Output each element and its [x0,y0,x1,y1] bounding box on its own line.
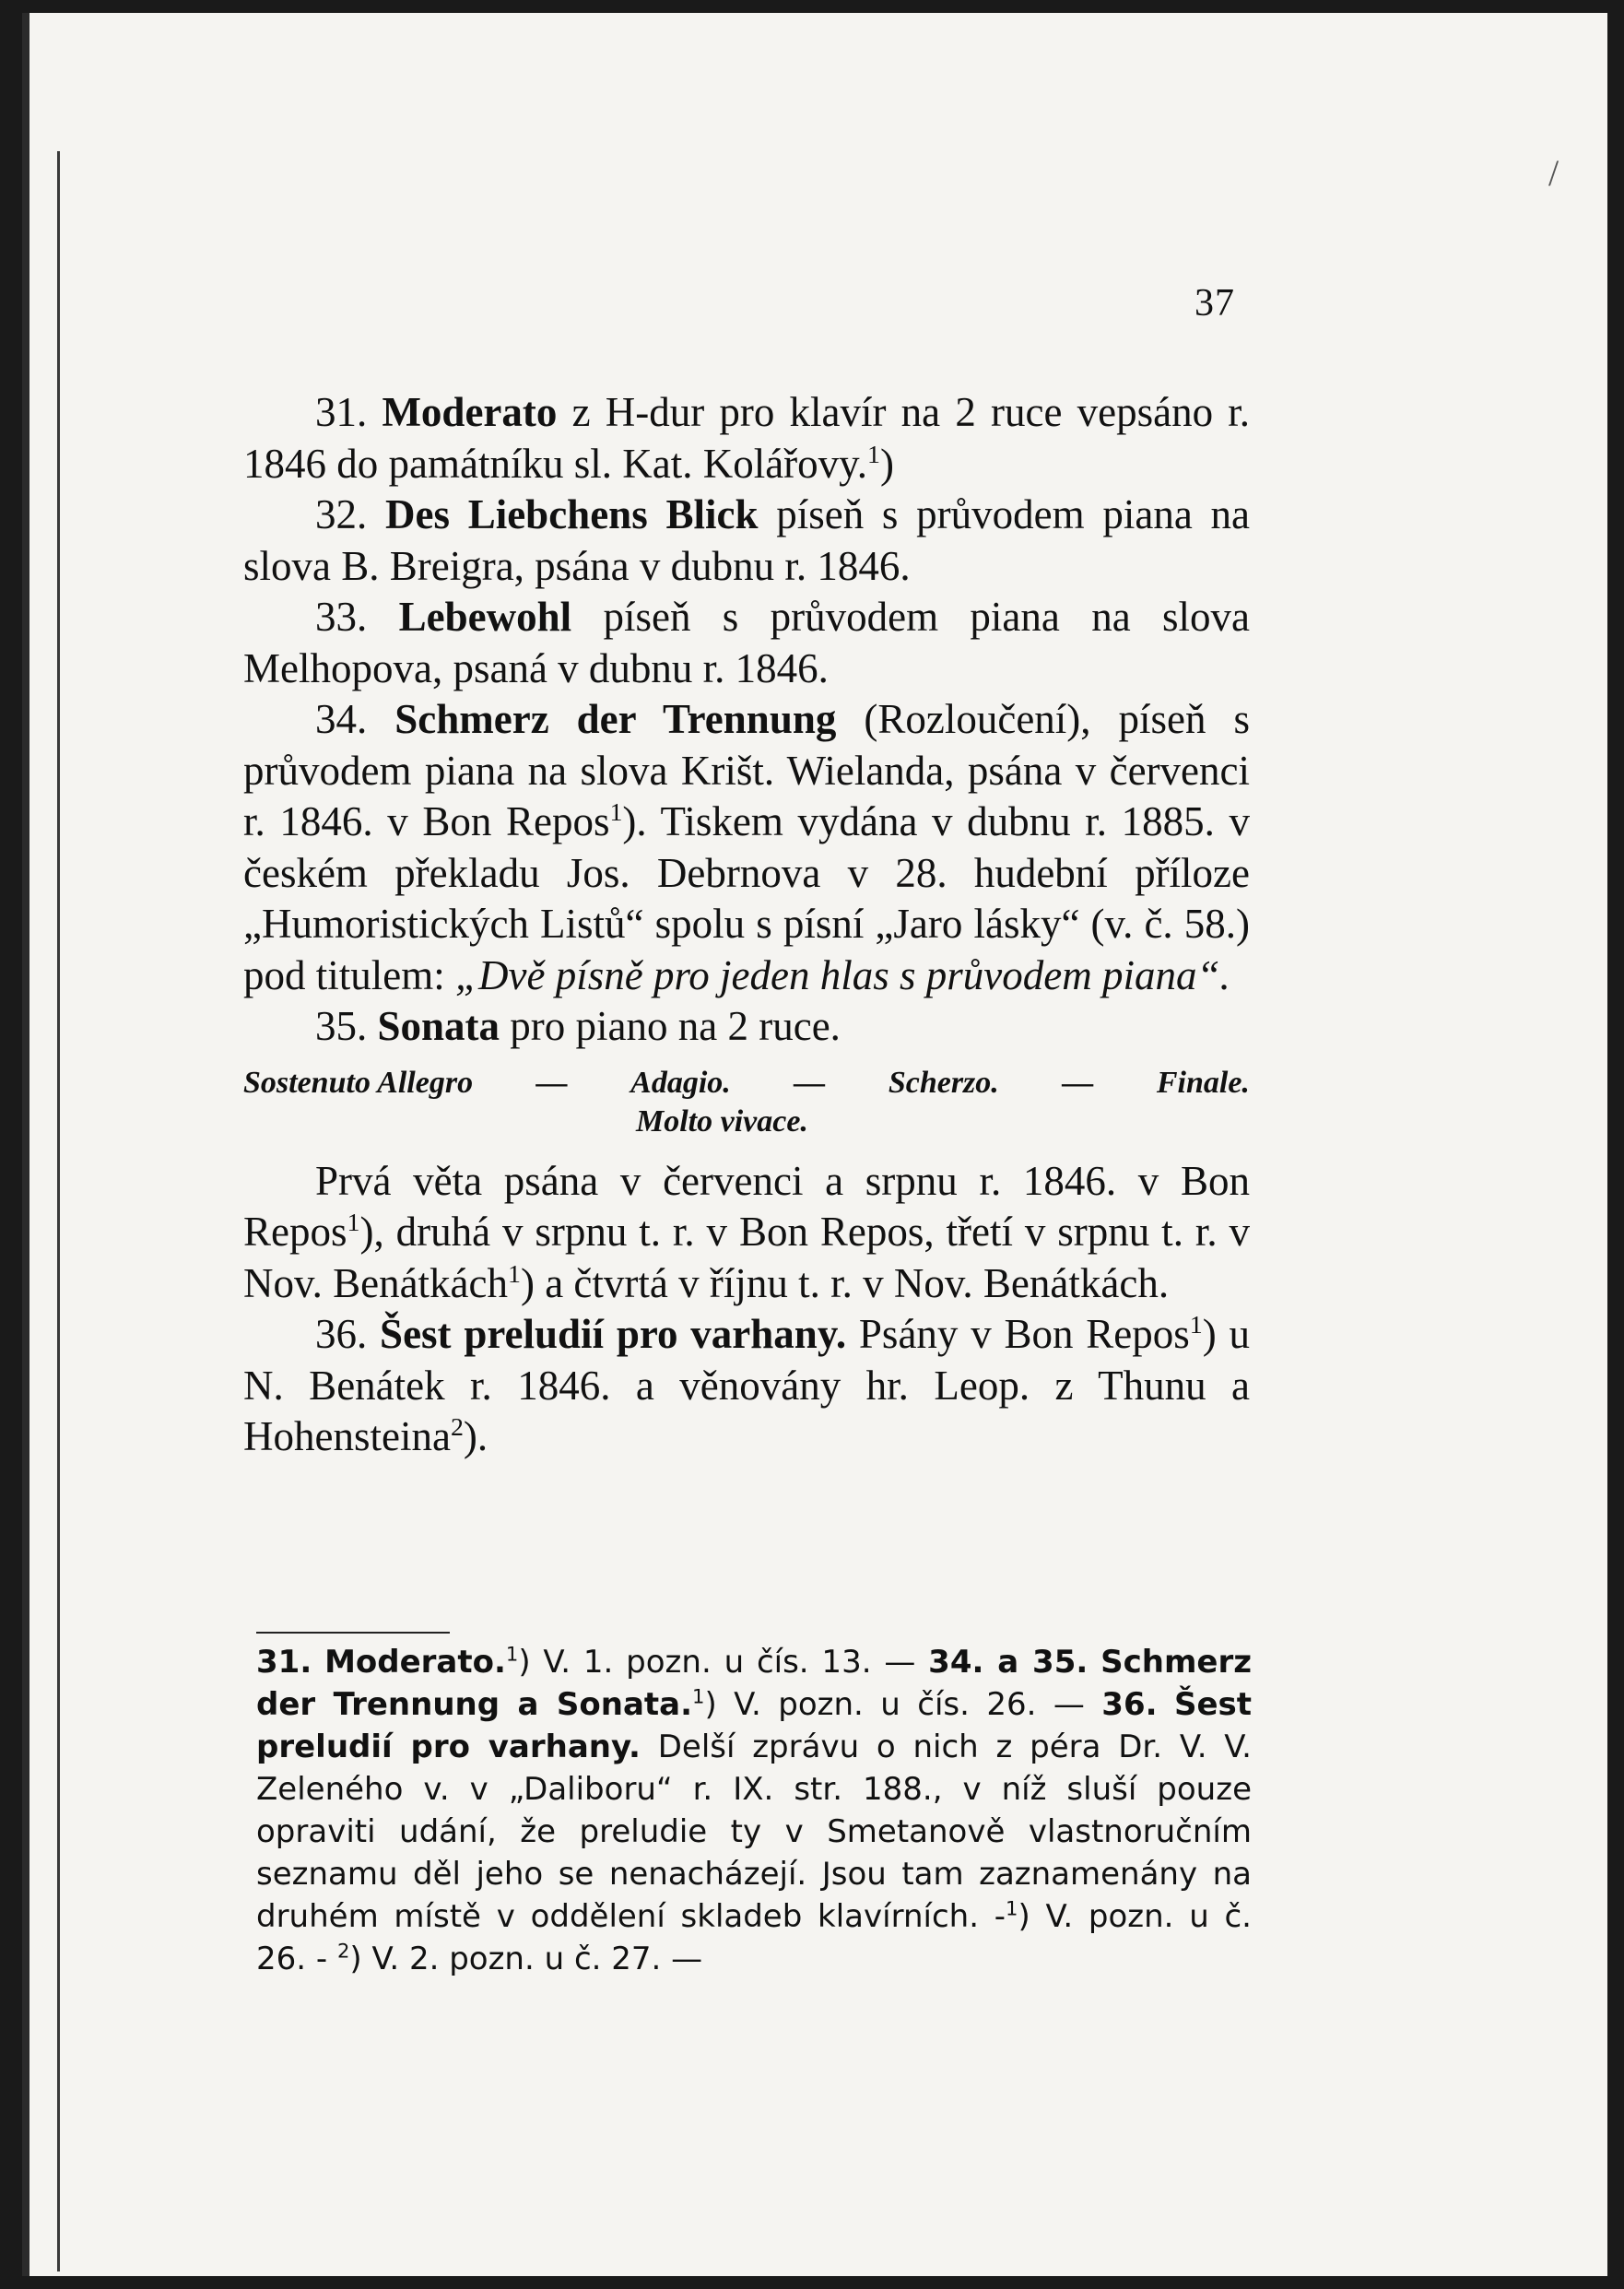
stray-pencil-mark: / [1548,152,1559,194]
footnote-ref: 1 [1189,1311,1203,1339]
entry-title: Šest preludií pro varhany. [380,1311,847,1357]
entry-number: 36. [315,1311,368,1357]
entry-number: 34. [315,696,368,742]
footnote-ref: 2 [450,1413,464,1442]
movement-3: Scherzo. [888,1065,999,1100]
dash: — [535,1065,568,1100]
entry-number: 32. [315,491,368,537]
entry-title: Moderato [382,389,558,435]
footnote-ref: 1 [866,440,880,469]
footnote-block: 31. Moderato.$^1$) V. 1. pozn. u čís. 13. — 34. a 35. Schmerz der Trennung a Sonata.$^1$) V. pozn. u čís. 26. — 36. Šest preludií pro varhany. Delší zprávu o nich z péra Dr. V. V. Zeleného v. v „Daliboru“ r. IX. str. 188., v níž sluší pouze opraviti udání, že preludie ty v Smetanově vlastnoručním seznamu děl jeho se nenacházejí. Jsou tam zaznamenány na druhém místě v oddělení skladeb klavírních. -$^1$) V. pozn. u č. 26. - $^2$) V. 2. pozn. u č. 27. — [256,1642,1252,1977]
entry-33 [243,592,1250,694]
footnote-ref: 1 [609,798,623,827]
main-text [243,387,1250,1463]
movements-row [243,1064,1250,1103]
entry-title: Des Liebchens Blick [384,491,759,537]
entry-35 [243,1001,1250,1053]
sonata-movements [243,1064,1250,1141]
entry-32 [243,490,1250,592]
entry-text: pro piano na 2 ruce. [510,1003,841,1049]
footnotes [256,1641,1252,1980]
entry-title: Sonata [377,1003,500,1049]
entry-text: (Rozloučení), píseň s průvodem piana na slova Krišt. Wielanda, psána v červenci r. 1846. v Bon Repos [243,696,1250,844]
footnote-ref: 1 [347,1209,360,1237]
entry-31: 31. Moderato z H-dur pro klavír na 2 ruce vepsáno r. 1846 do památníku sl. Kat. Kolářovy.$^1$) [243,389,1251,487]
sonata-description: Prvá věta psána v červenci a srpnu r. 1846. v Bon Repos$^1$), druhá v srpnu t. r. v Bon Repos, třetí v srpnu t. r. v Nov. Benátkách$^1$) a čtvrtá v říjnu t. r. v Nov. Benátkách. [243,1157,1250,1306]
entry-number: 31. [315,389,368,435]
entry-number: 33. [315,594,368,640]
entry-title: Lebewohl [398,594,572,640]
page-number: 37 [1194,282,1235,324]
movement-4: Finale. [1156,1065,1250,1100]
entry-title: Schmerz der Trennung [394,696,837,742]
entry-text: píseň s průvodem piana na slova B. Breigra, psána v dubnu r. 1846. [243,491,1251,589]
entry-text-cont: ). Tiskem vydána v dubnu r. 1885. v českém překladu Jos. Debrnova v 28. hudební příloze „Humoristických Listů“ spolu s písní „Jaro lásky“ (v. č. 58.) pod titulem: [243,798,1250,998]
entry-34 [243,694,1250,1001]
movement-1: Sostenuto Allegro [243,1065,474,1100]
entry-number: 35. [315,1003,368,1049]
dash: — [1062,1065,1094,1100]
entry-italic-title: „Dvě písně pro jeden hlas s průvodem piana“. [455,951,1230,998]
entry-36: 36. Šest preludií pro varhany. Psány v Bon Repos$^1$) u N. Benátek r. 1846. a věnovány hr. Leop. z Thunu a Hohensteina$^2$). [243,1311,1251,1459]
dash: — [794,1065,826,1100]
movement-2: Adagio. [630,1065,731,1100]
entry-text: píseň s průvodem piana na slova Melhopova, psaná v dubnu r. 1846. [243,594,1251,691]
binding-edge [57,151,60,2271]
footnote-separator [256,1632,450,1634]
movement-tempo: Molto vivace. [636,1103,808,1139]
footnote-ref: 1 [508,1259,521,1289]
entry-text: z H-dur pro klavír na 2 ruce vepsáno r. 1846 do památníku sl. Kat. Kolářovy. [243,389,1251,487]
